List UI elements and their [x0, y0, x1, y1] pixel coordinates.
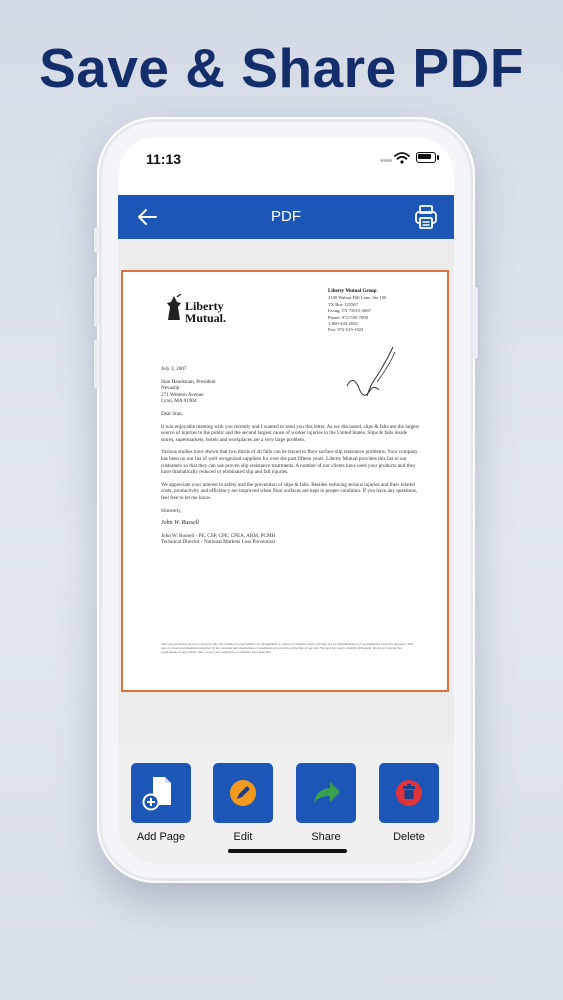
side-button: [94, 227, 98, 253]
side-button: [94, 339, 98, 389]
letter-closing: Sincerely,: [161, 507, 182, 514]
screen: [118, 137, 454, 863]
wifi-icon: [394, 152, 410, 164]
letter-date: July 3, 2007: [161, 366, 187, 372]
headline: Save & Share PDF: [39, 37, 524, 99]
side-button: [474, 287, 478, 359]
add-page-button[interactable]: [130, 763, 192, 843]
letter-salutation: Dear Stan,: [161, 410, 183, 417]
battery-tip: [437, 155, 439, 160]
delete-tile: [379, 763, 439, 823]
delete-button[interactable]: [378, 763, 440, 843]
delete-label: Delete: [393, 831, 425, 843]
share-arrow-icon: [296, 763, 356, 823]
share-button[interactable]: [295, 763, 357, 843]
app-bar: [118, 195, 454, 239]
add-page-tile: [131, 763, 191, 823]
bottom-toolbar: [118, 743, 454, 863]
logo-wordmark: Liberty Mutual.: [185, 299, 227, 325]
letter-paragraph: We appreciate your interest in safety and the prevention of slips & falls. Besides reducing serious injuries and their related costs, productivity and efficiency are improved when floor surfaces are kept in proper condition. If you have any questions, feel free to let me know.: [161, 481, 418, 501]
letterhead-address: Liberty Mutual Group 2100 Walnut Hill Lane, Ste 100 TX Box 125567 Irving, TX 75015-2067 Phone: 972-550-7000 1-800-443-2692 Fax: 972-515-1923: [328, 289, 387, 333]
letter-signature-script: John W. Russell: [161, 520, 199, 527]
phone-frame: [97, 117, 475, 883]
add-page-icon: [131, 763, 191, 823]
letter-signer: John W. Russell - PE, CSP, CPE, CPEA, ARM, PCMH Technical Director - National Markets Loss Prevention: [161, 532, 276, 546]
edit-tile: [213, 763, 273, 823]
battery-icon: [416, 152, 436, 163]
letter-paragraph: Various studies have shown that two thirds of all falls can be traced to floor surface slip resistance problems. Your company has been on our list of well recognized suppliers for over the past fifteen years. Liberty Mutual provides this list to our customers so that they can use proven slip resistance treatments. A number of our clients have used your products and they have dramatically reduced or eliminated slip and fall injuries.: [161, 449, 418, 476]
printer-icon[interactable]: [414, 204, 438, 230]
pdf-page-preview[interactable]: [121, 270, 449, 692]
liberty-mutual-logo: [163, 294, 185, 322]
home-indicator[interactable]: [228, 849, 347, 853]
share-tile: [296, 763, 356, 823]
edit-button[interactable]: [212, 763, 274, 843]
page-title: PDF: [271, 208, 301, 225]
edit-label: Edit: [233, 831, 253, 843]
letter-fine-print: This loss prevention service is advisory only. We assume no responsibility for management or control of customer safety activities nor for implementation of recommended corrective measures. This report is based on information supplied by the customer and observations of conditions and practices at the time of our visit. We have not tried to identify all hazards. We do not warrant that requirements of any federal, state, or local law, regulation or ordinance have been met.: [161, 642, 414, 654]
letter-paragraph: It was enjoyable meeting with you recently and I wanted to send you this letter. As we discussed, slips & falls are the largest source of injuries to the public and the second largest cause of worker injuries in the United States. Slips & falls inside stores, supermarkets, hotels and workplaces are a very large problem.: [161, 423, 419, 443]
status-bar: [118, 137, 454, 195]
share-label: Share: [311, 831, 341, 843]
signal-dots-icon: ••••: [380, 155, 392, 167]
add-page-label: Add Page: [136, 831, 186, 843]
side-button: [94, 277, 98, 327]
status-time: 11:13: [146, 151, 182, 167]
letter-body: [161, 366, 419, 552]
pencil-icon: [213, 763, 273, 823]
letter-recipient: Stan Handsman, President Nevaslip 271 Western Avenue Lynn, MA 01904: [161, 378, 216, 405]
trash-icon: [379, 763, 439, 823]
